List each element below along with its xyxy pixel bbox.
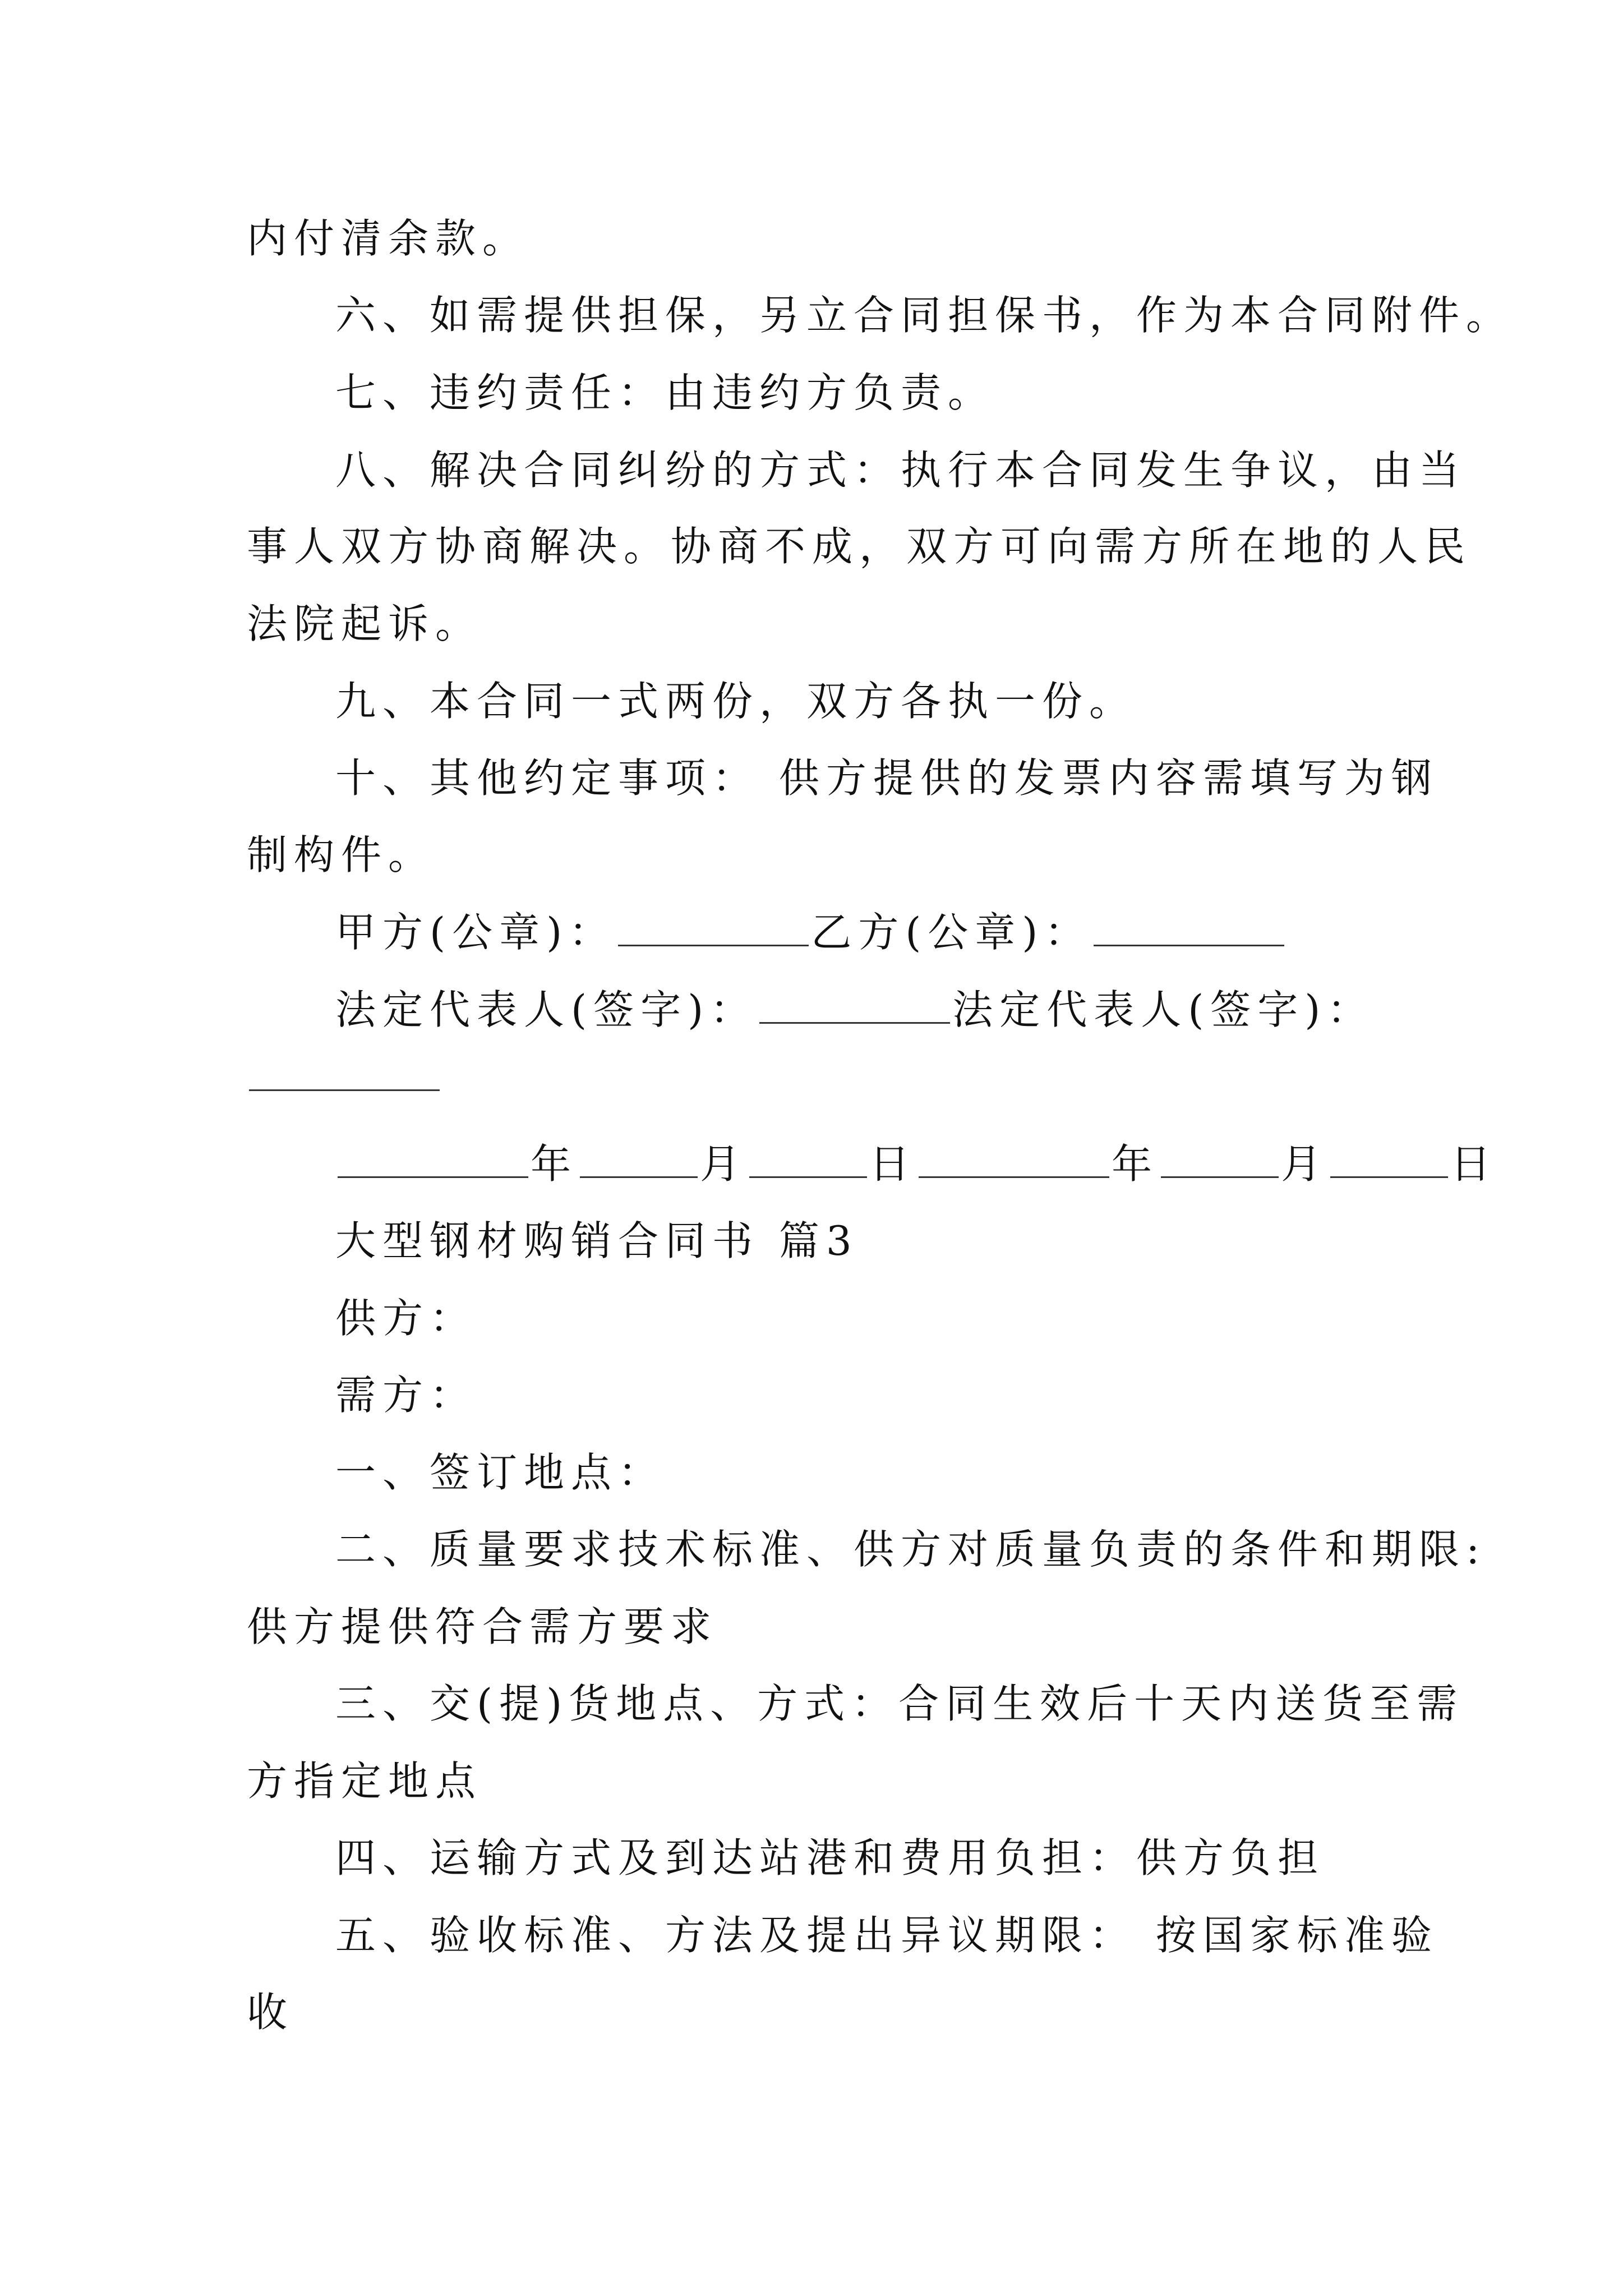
clause-10: 十、其他约定事项： 供方提供的发票内容需填写为钢 (335, 754, 1438, 802)
clause-2: 二、质量要求技术标准、供方对质量负责的条件和期限: (335, 1526, 1487, 1573)
day-blank (749, 1137, 867, 1178)
signature-rep-row (335, 982, 1374, 1038)
clause-8: 八、解决合同纠纷的方式：执行本合同发生争议，由当 (335, 447, 1467, 494)
month-blank (580, 1137, 698, 1178)
day-label: 日 (869, 1140, 917, 1188)
rep-b-blank-row (247, 1049, 442, 1105)
rep-a-label: 法定代表人(签字)： (335, 986, 758, 1033)
year-blank (338, 1137, 528, 1178)
paragraph-line: 收 (247, 1989, 294, 2036)
date-row (335, 1136, 1497, 1192)
clause-5: 五、验收标准、方法及提出异议期限： 按国家标准验 (335, 1912, 1438, 1959)
paragraph-line: 法院起诉。 (247, 600, 483, 647)
signature-party-row (335, 904, 1287, 960)
party-a-label: 甲方(公章)： (335, 909, 616, 956)
year-label-2: 年 (1112, 1140, 1159, 1188)
section-title: 大型钢材购销合同书 篇3 (335, 1217, 859, 1264)
clause-9: 九、本合同一式两份，双方各执一份。 (335, 678, 1137, 725)
buyer-label: 需方： (335, 1372, 477, 1419)
paragraph-line: 方指定地点 (247, 1757, 483, 1805)
clause-6: 六、如需提供担保，另立合同担保书，作为本合同附件。 (335, 292, 1514, 339)
party-a-blank (618, 905, 809, 946)
party-b-label: 乙方(公章)： (811, 909, 1092, 956)
rep-a-blank (759, 983, 950, 1024)
day-label-2: 日 (1450, 1140, 1498, 1188)
year-label: 年 (531, 1140, 578, 1188)
clause-7: 七、违约责任：由违约方负责。 (335, 369, 995, 416)
clause-3: 三、交(提)货地点、方式：合同生效后十天内送货至需 (335, 1680, 1464, 1727)
clause-1: 一、签订地点： (335, 1449, 666, 1496)
month-label-2: 月 (1281, 1140, 1329, 1188)
year-blank-2 (919, 1137, 1109, 1178)
rep-b-blank (249, 1050, 440, 1091)
clause-4: 四、运输方式及到达站港和费用负担：供方负担 (335, 1834, 1325, 1881)
month-label: 月 (700, 1140, 748, 1188)
day-blank-2 (1330, 1137, 1448, 1178)
supplier-label: 供方： (335, 1295, 477, 1342)
party-b-blank (1094, 905, 1284, 946)
month-blank-2 (1161, 1137, 1279, 1178)
paragraph-line: 制构件。 (247, 831, 436, 878)
paragraph-line: 内付清余款。 (247, 215, 530, 262)
rep-b-label: 法定代表人(签字)： (952, 986, 1375, 1033)
paragraph-line: 事人双方协商解决。协商不成，双方可向需方所在地的人民 (247, 523, 1472, 570)
paragraph-line: 供方提供符合需方要求 (247, 1603, 718, 1650)
